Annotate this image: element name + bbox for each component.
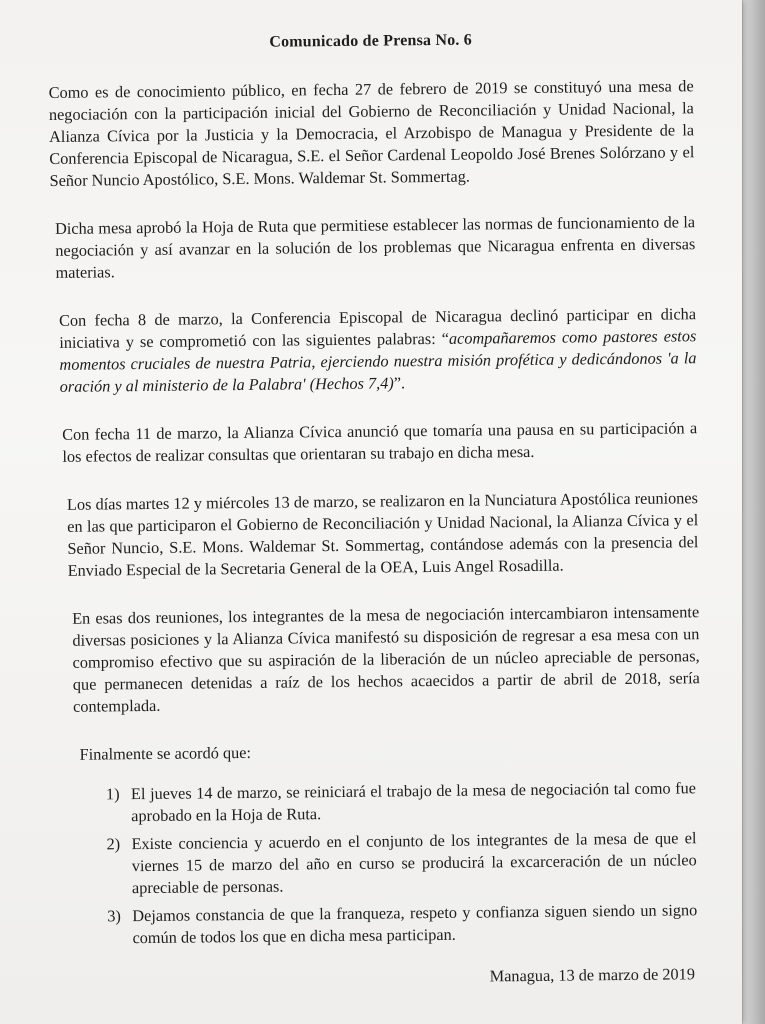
agreement-item — [107, 899, 697, 949]
paragraph-4: Con fecha 11 de marzo, la Alianza Cívica anunció que tomaría una pausa en su participación a los efectos de realizar consultas que orientaran su trabajo en dicha mesa. — [62, 418, 698, 466]
paragraph-2: Dicha mesa aprobó la Hoja de Ruta que permitiese establecer las normas de funcionamiento de la negociación y así avanzar en la solución de los problemas que Nicaragua enfrenta en diversas materias. — [54, 212, 696, 282]
agreement-item — [106, 827, 697, 899]
document-title: Comunicado de Prensa No. 6 — [269, 31, 473, 51]
paragraph-6: En esas dos reuniones, los integrantes de la mesa de negociación intercambiaron intensamente diversas posiciones y la Alianza Cívica manifestó su disposición de regresar a esa mesa con un compromiso efectivo que su aspiración de la liberación de un núcleo apreciable de personas, que permanecen detenidas a raíz de los hechos acaecidos a partir de abril de 2018, sería contemplada. — [72, 602, 700, 716]
paragraph-1: Como es de conocimiento público, en fecha 27 de febrero de 2019 se constituyó una mesa de negociación con la participación inicial del Gobierno de Reconciliación y Unidad Nacional, la Alianza Cívica por la Justicia y la Democracia, el Arzobispo de Managua y Presidente de la Conferencia Episcopal de Nicaragua, S.E. el Señor Cardenal Leopoldo José Brenes Solórzano y el Señor Nuncio Apostólico, S.E. Mons. Waldemar St. Sommertag. — [48, 76, 695, 190]
agreement-number: 1) — [105, 784, 120, 804]
paragraph-3 — [59, 303, 697, 398]
paragraph-3-quote: acompañaremos como pastores estos momentos cruciales de nuestra Patria, ejerciendo nuestra misión profética y dedicándonos 'a la oración y al ministerio de la Palabra' (Hechos 7,4) — [59, 326, 697, 396]
paragraph-5: Los días martes 12 y miércoles 13 de marzo, se realizaron en la Nunciatura Apostólica reuniones en las que participaron el Gobierno de Reconciliación y Unidad Nacional, la Alianza Cívica y el Señor Nuncio, S.E. Mons. Waldemar St. Sommertag, contándose además con la presencia del Enviado Especial de la Secretaria General de la OEA, Luis Angel Rosadilla. — [66, 488, 699, 580]
paragraph-3-closing: ”. — [393, 373, 406, 393]
signature-line: Managua, 13 de marzo de 2019 — [489, 964, 696, 986]
document-body — [48, 23, 703, 992]
paragraph-3-intro: Con fecha 8 de marzo, la Conferencia Episcopal de Nicaragua declinó participar en dicha iniciativa y se comprometió con las siguientes palabras: “ — [58, 304, 697, 352]
paragraph-7: Finalmente se acordó que: — [79, 742, 252, 764]
agreement-text: El jueves 14 de marzo, se reiniciará el trabajo de la mesa de negociación tal como fue aprobado en la Hoja de Ruta. — [130, 778, 697, 826]
agreement-number: 2) — [106, 834, 121, 854]
background-edge — [743, 0, 765, 1024]
agreement-text: Dejamos constancia de que la franqueza, respeto y confianza siguen siendo un signo común de todos los que en dicha mesa participan. — [132, 900, 698, 948]
agreement-number: 3) — [107, 906, 121, 926]
agreement-text: Existe conciencia y acuerdo en el conjunto de los integrantes de la mesa de que el viernes 15 de marzo del año en curso se producirá la excarceración de un núcleo apreciable de personas. — [131, 828, 697, 898]
agreement-list — [106, 777, 698, 949]
agreement-item — [106, 777, 696, 827]
